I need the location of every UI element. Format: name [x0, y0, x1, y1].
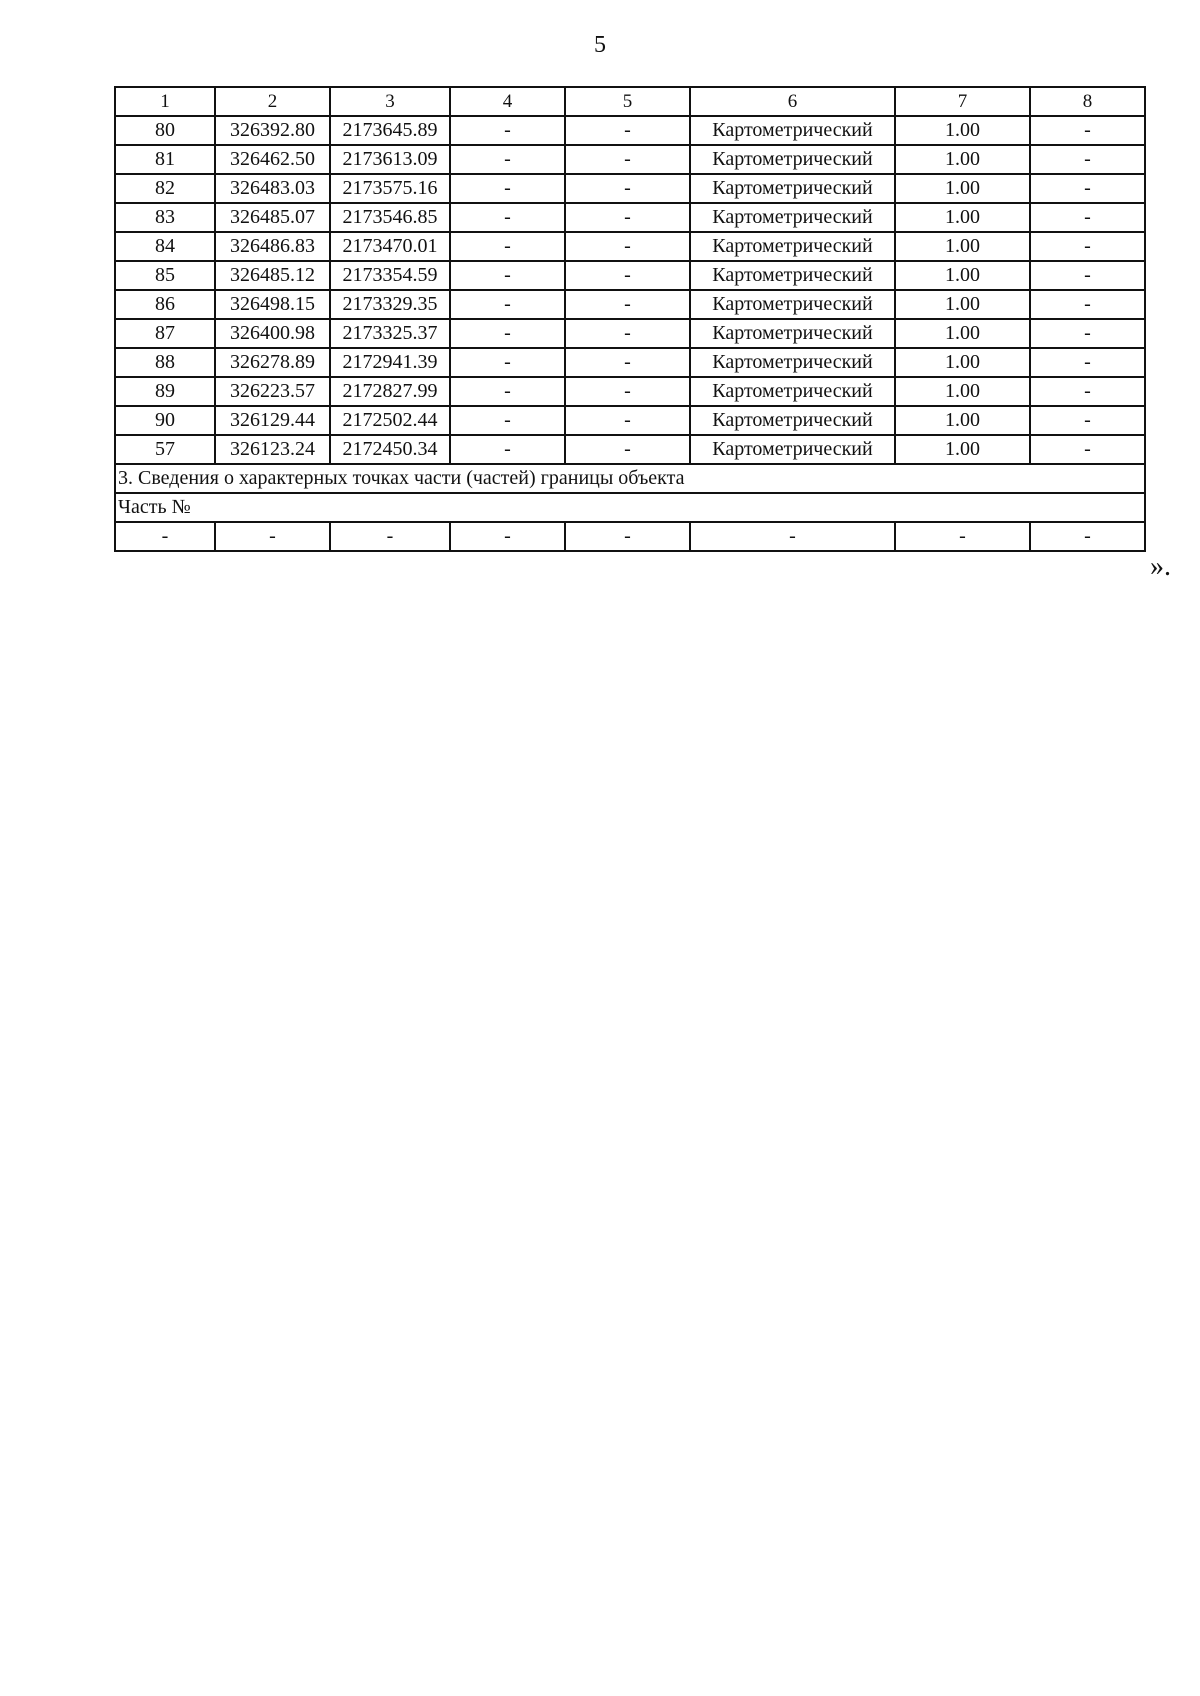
- table-row: [115, 232, 1145, 261]
- table-cell: Картометрический: [690, 116, 895, 145]
- header-row: [115, 87, 1145, 116]
- empty-part-row: [115, 522, 1145, 551]
- table-row: [115, 406, 1145, 435]
- table-cell: -: [565, 348, 690, 377]
- table-cell: 86: [115, 290, 215, 319]
- column-header: 3: [330, 87, 450, 116]
- table-cell: 83: [115, 203, 215, 232]
- table-cell: 2173325.37: [330, 319, 450, 348]
- table-cell: -: [1030, 174, 1145, 203]
- table-row: [115, 348, 1145, 377]
- table-cell: 1.00: [895, 319, 1030, 348]
- table-cell: -: [565, 116, 690, 145]
- coordinates-table: [114, 86, 1146, 552]
- table-cell: 1.00: [895, 174, 1030, 203]
- table-row: [115, 116, 1145, 145]
- table-cell: -: [565, 203, 690, 232]
- table-cell: 326123.24: [215, 435, 330, 464]
- table-cell: -: [565, 145, 690, 174]
- column-header: 6: [690, 87, 895, 116]
- table-cell: -: [1030, 203, 1145, 232]
- column-header: 8: [1030, 87, 1145, 116]
- table-cell: 85: [115, 261, 215, 290]
- table-cell: 326483.03: [215, 174, 330, 203]
- table-cell: 2173470.01: [330, 232, 450, 261]
- table-cell: 2172450.34: [330, 435, 450, 464]
- table-row: [115, 174, 1145, 203]
- table-cell: -: [565, 232, 690, 261]
- table-cell: -: [215, 522, 330, 551]
- table-cell: 89: [115, 377, 215, 406]
- table-cell: -: [565, 522, 690, 551]
- table-cell: Картометрический: [690, 377, 895, 406]
- table-row: [115, 261, 1145, 290]
- table-cell: -: [330, 522, 450, 551]
- table-row: [115, 435, 1145, 464]
- table-cell: -: [450, 203, 565, 232]
- table-cell: 1.00: [895, 406, 1030, 435]
- table-cell: -: [690, 522, 895, 551]
- table-row: [115, 203, 1145, 232]
- table-cell: -: [115, 522, 215, 551]
- table-cell: -: [1030, 145, 1145, 174]
- table-cell: -: [450, 116, 565, 145]
- table-cell: Картометрический: [690, 203, 895, 232]
- table-cell: 82: [115, 174, 215, 203]
- table-cell: 326129.44: [215, 406, 330, 435]
- table-cell: -: [1030, 377, 1145, 406]
- column-header: 7: [895, 87, 1030, 116]
- table-cell: -: [450, 522, 565, 551]
- table-cell: Картометрический: [690, 261, 895, 290]
- table-cell: -: [1030, 261, 1145, 290]
- table-cell: -: [450, 406, 565, 435]
- table-cell: -: [450, 145, 565, 174]
- table-cell: -: [565, 377, 690, 406]
- table-cell: 2172941.39: [330, 348, 450, 377]
- table-cell: -: [1030, 406, 1145, 435]
- table-cell: Картометрический: [690, 145, 895, 174]
- table-cell: -: [1030, 232, 1145, 261]
- table-cell: 1.00: [895, 116, 1030, 145]
- table-cell: -: [565, 290, 690, 319]
- table-cell: -: [1030, 116, 1145, 145]
- table-cell: Картометрический: [690, 232, 895, 261]
- table-cell: 80: [115, 116, 215, 145]
- table-cell: -: [450, 290, 565, 319]
- table-cell: 1.00: [895, 261, 1030, 290]
- table-cell: -: [450, 174, 565, 203]
- table-row: [115, 377, 1145, 406]
- table-cell: 326223.57: [215, 377, 330, 406]
- table-cell: 1.00: [895, 435, 1030, 464]
- table-cell: -: [450, 261, 565, 290]
- table-cell: 1.00: [895, 145, 1030, 174]
- column-header: 5: [565, 87, 690, 116]
- table-cell: 326400.98: [215, 319, 330, 348]
- table-cell: -: [565, 406, 690, 435]
- table-cell: -: [1030, 435, 1145, 464]
- page-number: 5: [594, 32, 606, 58]
- table-cell: Картометрический: [690, 174, 895, 203]
- table-cell: Картометрический: [690, 319, 895, 348]
- column-header: 4: [450, 87, 565, 116]
- table-cell: -: [450, 232, 565, 261]
- table-cell: 1.00: [895, 203, 1030, 232]
- table-cell: 1.00: [895, 348, 1030, 377]
- table-cell: 2173645.89: [330, 116, 450, 145]
- table-cell: Картометрический: [690, 348, 895, 377]
- table-cell: 326392.80: [215, 116, 330, 145]
- table-cell: 57: [115, 435, 215, 464]
- table-cell: Картометрический: [690, 290, 895, 319]
- table-cell: -: [1030, 522, 1145, 551]
- table-cell: 2173354.59: [330, 261, 450, 290]
- table-cell: -: [565, 261, 690, 290]
- table-cell: -: [565, 319, 690, 348]
- closing-quote: ».: [1150, 551, 1171, 582]
- table-cell: -: [1030, 319, 1145, 348]
- column-header: 2: [215, 87, 330, 116]
- table-row: [115, 319, 1145, 348]
- table-cell: 2173546.85: [330, 203, 450, 232]
- table-cell: 87: [115, 319, 215, 348]
- table-cell: Картометрический: [690, 435, 895, 464]
- section-row: [115, 464, 1145, 493]
- table-cell: -: [450, 319, 565, 348]
- table-cell: 2173575.16: [330, 174, 450, 203]
- table-cell: 88: [115, 348, 215, 377]
- table-cell: -: [565, 435, 690, 464]
- part-row: [115, 493, 1145, 522]
- part-label: Часть №: [115, 493, 1145, 522]
- table-cell: 326485.12: [215, 261, 330, 290]
- table-cell: 2172502.44: [330, 406, 450, 435]
- table-cell: 2172827.99: [330, 377, 450, 406]
- table-cell: 326485.07: [215, 203, 330, 232]
- table-row: [115, 290, 1145, 319]
- table-row: [115, 145, 1145, 174]
- table-cell: Картометрический: [690, 406, 895, 435]
- table-cell: 1.00: [895, 377, 1030, 406]
- table-body: [115, 116, 1145, 464]
- column-header: 1: [115, 87, 215, 116]
- table-cell: 2173613.09: [330, 145, 450, 174]
- table-cell: -: [450, 377, 565, 406]
- table-cell: 84: [115, 232, 215, 261]
- table-cell: -: [450, 435, 565, 464]
- table-cell: 1.00: [895, 232, 1030, 261]
- table-cell: 1.00: [895, 290, 1030, 319]
- table-cell: 2173329.35: [330, 290, 450, 319]
- table-cell: -: [1030, 348, 1145, 377]
- section-title: 3. Сведения о характерных точках части (частей) границы объекта: [115, 464, 1145, 493]
- table-cell: -: [565, 174, 690, 203]
- table-cell: 326462.50: [215, 145, 330, 174]
- table-cell: -: [895, 522, 1030, 551]
- table-cell: 90: [115, 406, 215, 435]
- table-cell: 326278.89: [215, 348, 330, 377]
- table-cell: 326486.83: [215, 232, 330, 261]
- table-cell: 326498.15: [215, 290, 330, 319]
- table-cell: -: [1030, 290, 1145, 319]
- coordinates-table-wrapper: [114, 86, 1144, 552]
- table-cell: -: [450, 348, 565, 377]
- table-cell: 81: [115, 145, 215, 174]
